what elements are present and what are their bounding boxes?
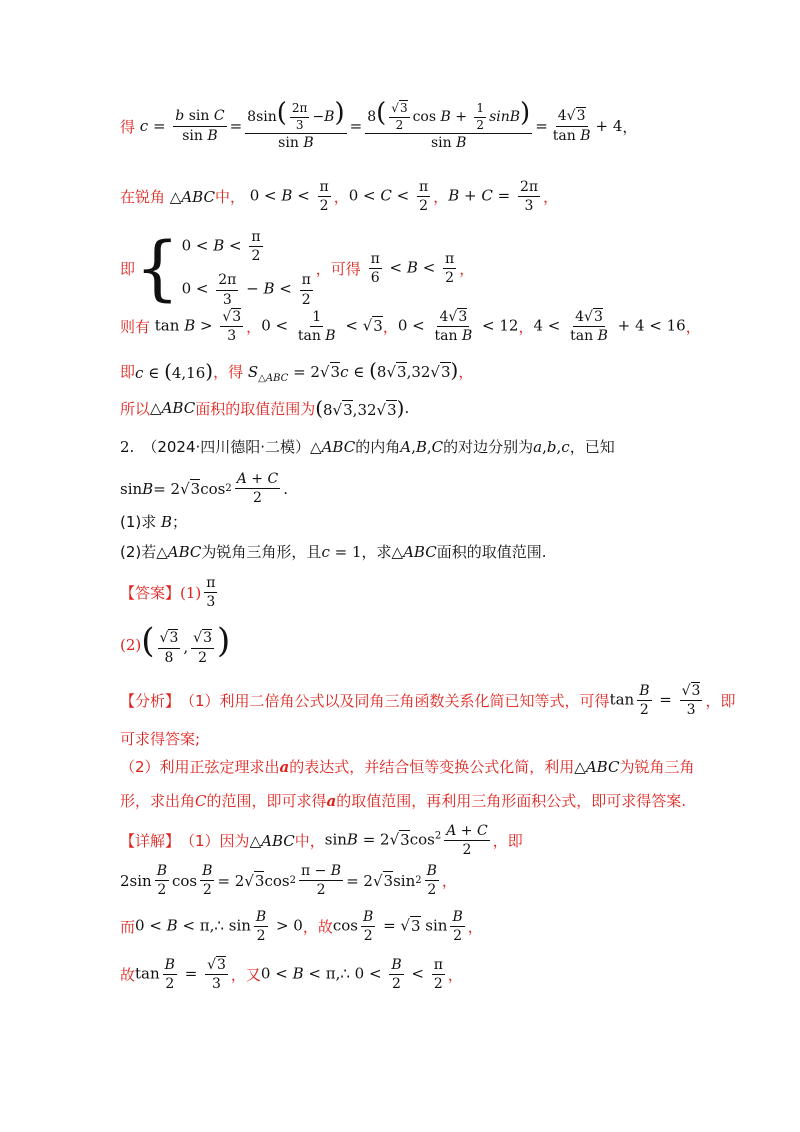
detail-label: 【详解】 <box>120 832 181 851</box>
analysis-label: 【分析】 <box>120 692 181 711</box>
answer-part1: 【答案】 (1) $\frac{\pi}{3}$ <box>120 575 216 611</box>
c-range-line: 即 c ∈ (4,16) ，得 $S_{\triangle ABC} = 2√3c$ ∈ (8√3,32√3) ， <box>120 358 474 384</box>
answer-part2: (2) ( $\frac{√3}{8}$ , $\frac{√3}{2}$ ) <box>120 621 231 666</box>
analysis-line-2: 可求得答案; <box>120 730 201 748</box>
problem-number: 2. <box>120 437 135 456</box>
answer-label: 【答案】 <box>120 584 181 603</box>
detail-line-1: 【详解】 （1）因为 △ABC 中， $\sin B = 2√3\cos^2$ $\frac{A + C}{2}$ ，即 <box>120 823 523 859</box>
analysis-line-4: 形，求出角 C 的范围，即可求得 a 的取值范围，再利用三角形面积公式，即可求得答案. <box>120 791 687 810</box>
detail-line-3: 而 0 < B < π,∴ sin $\frac{B}{2}$ > 0 ，故 cos $\frac{B}{2}$ = √3 sin $\frac{B}{2}$ ， <box>120 909 483 945</box>
analysis-line-1: 【分析】 （1）利用二倍角公式以及同角三角函数关系化简已知等式，可得 tan $\frac{B}{2}$ = $\frac{√3}{3}$ ，即 <box>120 683 736 719</box>
problem-equation: sin B = 2√ 3 cos 2 $\frac{A + C}{2}$ . <box>120 471 288 507</box>
area-range-conclusion: 所以 △ABC 面积的取值范围为 (8√3,32√3) . <box>120 396 410 420</box>
line1-suffix: ， <box>622 117 638 136</box>
question-2: (2)若 △ABC 为锐角三角形，且 c = 1 ，求 △ABC 面积的取值范围. <box>120 542 547 561</box>
line1-prefix: 得 <box>120 117 136 136</box>
system-inequality-line: 即 { 0 < B < $\frac{\pi}{2}$ 0 < $\frac{2\pi}{3}$ − B < $\frac{\pi}{2}$ ，可得 $\frac{\pi}{6}$ < B < $\frac{\pi}{2}$ ， <box>120 227 475 310</box>
question-1: (1)求 B ； <box>120 512 188 531</box>
tan-range-line: 则有 tan B > $\frac{√3}{3}$ ， 0 < $\frac{1}{\text{tan B}}$ < √3 ， 0 < $\frac{4√3}{\text{tan B}}$ < 12 ， 4 < $\frac{4√3}{\text{tan B}}$ + 4 < 16 ， <box>120 309 701 345</box>
detail-line-4: 故 tan $\frac{B}{2}$ = $\frac{√3}{3}$ ，又 0 < B < π,∴ 0 < $\frac{B}{2}$ < $\frac{\pi}{2}$ ， <box>120 957 463 993</box>
acute-triangle-condition-line: 在锐角 △ABC 中， 0 < B < $\frac{\pi}{2}$ ， 0 < C < $\frac{\pi}{2}$ ， B + C = $\frac{2\pi}{3}$ ， <box>120 179 559 215</box>
derivation-c-line: 得 c = $\frac{\text{b sin C}}{\text{sin B}}$ = 8sin( $\frac{2\pi}{3}$ −B) sin B = 8( $\frac{√3}{2}$ cos B + $\frac{1}{2}$ sinB) sin B = $\frac{4√3}{\text{tan B}}$ + 4 ， <box>120 98 638 152</box>
problem-statement: 2. （2024·四川德阳·二模） △ABC 的内角 A , B , C 的对边分别为 a , b , c ，已知 <box>120 437 615 456</box>
problem-source: （2024·四川德阳·二模） <box>142 438 311 456</box>
analysis-line-3: （2）利用正弦定理求出 a 的表达式，并结合恒等变换公式化简，利用 △ABC 为锐角三角 <box>120 757 695 776</box>
detail-line-2: 2sin $\frac{B}{2}$ cos $\frac{B}{2}$ = 2√ 3 cos 2 $\frac{\pi - B}{2}$ = 2√ 3 sin 2 $\frac{B}{2}$ ， <box>120 863 457 899</box>
